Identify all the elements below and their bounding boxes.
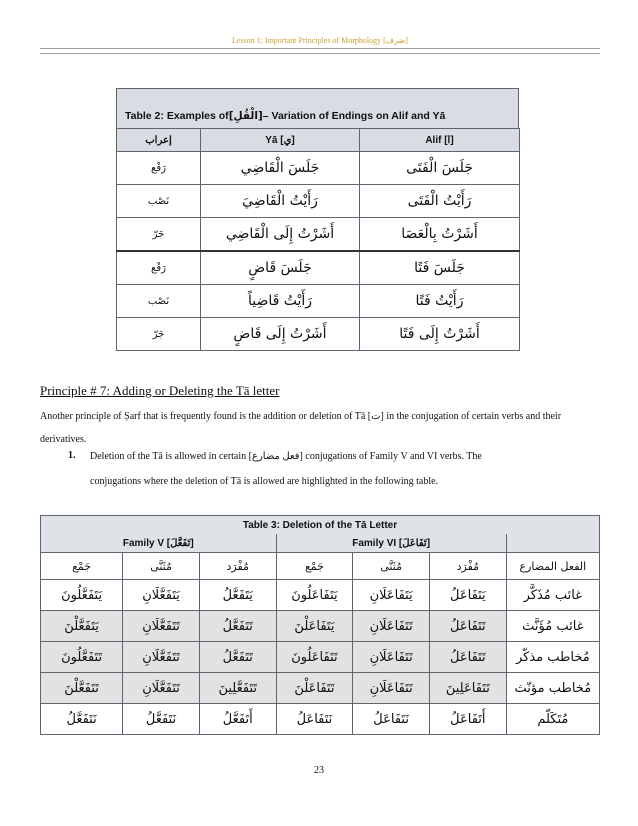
f5-plural-cell: تَتَفَعَّلُونَ [41, 642, 123, 673]
header-case: إعراب [117, 129, 201, 152]
f6-singular-cell: تَتَفَاعَلُ [430, 611, 507, 642]
f6-dual-cell: تَتَفَاعَلَانِ [353, 642, 430, 673]
row-label: مُخاطب مذكّر [506, 642, 599, 673]
f5-singular-cell: تَتَفَعَّلُ [199, 642, 276, 673]
alif-cell: أَشَرْتُ بِالْعَصَا [360, 218, 520, 252]
case-cell: جَرّ [117, 218, 201, 252]
f5-singular-cell: يَتَفَعَّلُ [199, 580, 276, 611]
table-row [117, 218, 520, 252]
table-3 [40, 515, 600, 735]
table-2 [116, 88, 519, 364]
table-row [117, 185, 520, 218]
page-number: 23 [314, 765, 324, 776]
row-label: مُخاطب مؤنّث [506, 673, 599, 704]
table-2-title [116, 88, 519, 128]
table-3-title: Table 3: Deletion of the Tā Letter [41, 516, 600, 535]
item-line-1: Deletion of the Tā is allowed in certain [فعل مضارع] conjugations of Family V and VI verbs. The [90, 451, 482, 462]
principle-paragraph: Another principle of Ṣarf that is frequently found is the addition or deletion of Tā [ت] in the conjugation of certain verbs and their derivatives. [40, 411, 562, 445]
ya-cell: رَأَيْتُ قَاضِياً [201, 285, 360, 318]
ya-cell: أَشَرْتُ إِلَى الْقَاضِي [201, 218, 360, 252]
table-row [41, 580, 600, 611]
alif-cell: أَشَرْتُ إِلَى فَتًا [360, 318, 520, 351]
f6-plural-cell: تَتَفَاعَلْنَ [276, 673, 353, 704]
table-3-family-row [41, 534, 600, 553]
col-header-f6-singular: مُفْرَد [430, 553, 507, 580]
alif-cell: رَأَيْتُ الْفَتَى [360, 185, 520, 218]
table-2-title-arabic: [الْقُلِ] [228, 110, 263, 122]
case-cell: نَصْب [117, 285, 201, 318]
col-header-verb: الفعل المضارع [506, 553, 599, 580]
header-rule-lower [40, 53, 600, 54]
ya-cell: رَأَيْتُ الْقَاضِيَ [201, 185, 360, 218]
table-2-header-row [117, 129, 520, 152]
table-row [117, 251, 520, 285]
f5-singular-cell: تَتَفَعَّلُ [199, 611, 276, 642]
ya-cell: أَشَرْتُ إِلَى قَاضٍ [201, 318, 360, 351]
table-2-title-suffix: – Variation of Endings on Alif and Yā [262, 110, 446, 122]
family-6-header: Family VI [تَفَاعَلَ] [276, 534, 506, 553]
table-row [41, 673, 600, 704]
case-cell: جَرّ [117, 318, 201, 351]
f5-singular-cell: أَتَفَعَّلُ [199, 704, 276, 735]
table-row [117, 285, 520, 318]
col-header-f6-dual: مُثَنَّى [353, 553, 430, 580]
table-row [41, 704, 600, 735]
f6-singular-cell: يَتَفَاعَلُ [430, 580, 507, 611]
table-row [41, 611, 600, 642]
f6-singular-cell: تَتَفَاعَلِينَ [430, 673, 507, 704]
family-empty-cell [506, 534, 599, 553]
item-line-2: conjugations where the deletion of Tā is allowed are highlighted in the following table. [90, 476, 439, 487]
family-5-header: Family V [تَفَعَّلَ] [41, 534, 277, 553]
table-3-title-row [41, 516, 600, 535]
table-2-grid [116, 128, 520, 351]
alif-cell: جَلَسَ الْفَتَى [360, 152, 520, 185]
f5-dual-cell: تَتَفَعَّلَانِ [123, 673, 200, 704]
f6-dual-cell: يَتَفَاعَلَانِ [353, 580, 430, 611]
f5-dual-cell: يَتَفَعَّلَانِ [123, 580, 200, 611]
ya-cell: جَلَسَ قَاضٍ [201, 251, 360, 285]
f6-dual-cell: تَتَفَاعَلَانِ [353, 611, 430, 642]
f5-dual-cell: تَتَفَعَّلَانِ [123, 611, 200, 642]
row-label: مُتَكَلّم [506, 704, 599, 735]
f5-plural-cell: يَتَفَعَّلْنَ [41, 611, 123, 642]
row-label: غائب مُؤَنَّث [506, 611, 599, 642]
table-row [117, 318, 520, 351]
case-cell: نَصْب [117, 185, 201, 218]
f5-singular-cell: تَتَفَعَّلِينَ [199, 673, 276, 704]
col-header-f6-plural: جَمْع [276, 553, 353, 580]
header-ya: Yā [ي] [201, 129, 360, 152]
f6-singular-cell: أَتَفَاعَلُ [430, 704, 507, 735]
alif-cell: رَأَيْتُ فَتًا [360, 285, 520, 318]
f6-singular-cell: تَتَفَاعَلُ [430, 642, 507, 673]
header-alif: Alif [ا] [360, 129, 520, 152]
table-row [41, 642, 600, 673]
f6-dual-cell: نَتَفَاعَلُ [353, 704, 430, 735]
f6-plural-cell: تَتَفَاعَلُونَ [276, 642, 353, 673]
table-3-column-header-row [41, 553, 600, 580]
f5-dual-cell: تَتَفَعَّلَانِ [123, 642, 200, 673]
f6-plural-cell: نَتَفَاعَلُ [276, 704, 353, 735]
f6-plural-cell: يَتَفَاعَلُونَ [276, 580, 353, 611]
table-row [117, 152, 520, 185]
case-cell: رَفْع [117, 251, 201, 285]
f5-plural-cell: تَتَفَعَّلْنَ [41, 673, 123, 704]
f5-plural-cell: نَتَفَعَّلُ [41, 704, 123, 735]
col-header-f5-singular: مُفْرَد [199, 553, 276, 580]
principle-title: Principle # 7: Adding or Deleting the Tā letter [40, 383, 280, 398]
header-rule [40, 48, 600, 49]
f6-plural-cell: يَتَفَاعَلْنَ [276, 611, 353, 642]
f5-dual-cell: نَتَفَعَّلُ [123, 704, 200, 735]
case-cell: رَفْع [117, 152, 201, 185]
col-header-f5-dual: مُثَنَّى [123, 553, 200, 580]
f5-plural-cell: يَتَفَعَّلُونَ [41, 580, 123, 611]
item-number: 1. [68, 450, 76, 461]
running-header: Lesson 1: Important Principles of Morphology [صَرف] [232, 36, 408, 45]
table-2-title-prefix: Table 2: Examples of [125, 110, 229, 122]
alif-cell: جَلَسَ فَتًا [360, 251, 520, 285]
row-label: غائب مُذَكَّر [506, 580, 599, 611]
col-header-f5-plural: جَمْع [41, 553, 123, 580]
ya-cell: جَلَسَ الْقَاضِي [201, 152, 360, 185]
f6-dual-cell: تَتَفَاعَلَانِ [353, 673, 430, 704]
